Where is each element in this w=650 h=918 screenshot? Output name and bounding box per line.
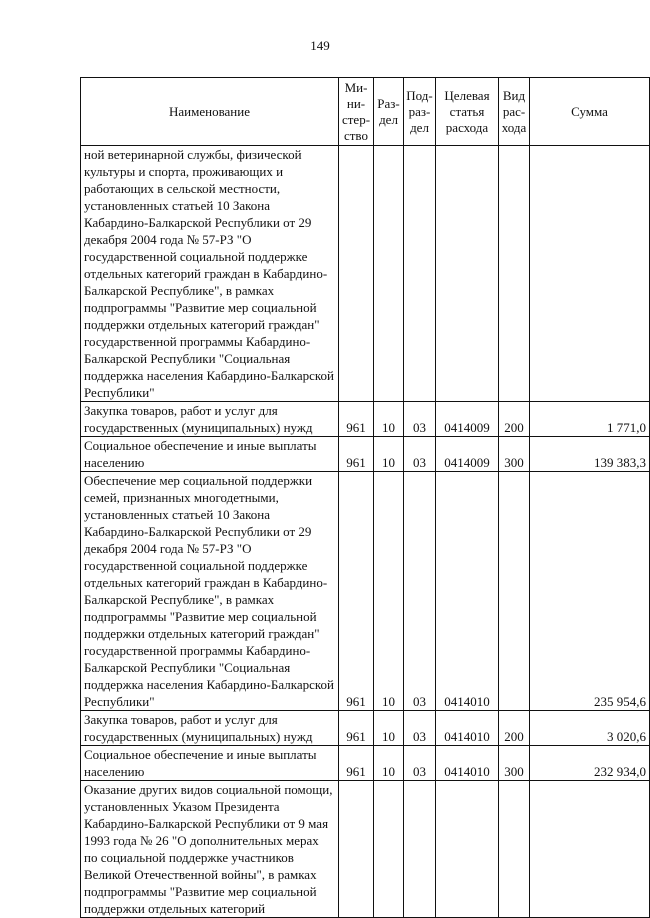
table-row <box>81 746 650 781</box>
row-sum <box>530 146 650 402</box>
row-target: 0414010 <box>436 472 499 711</box>
row-type: 300 <box>499 437 530 472</box>
row-sum <box>530 781 650 918</box>
row-section: 10 <box>374 437 404 472</box>
row-section: 10 <box>374 711 404 746</box>
row-ministry: 961 <box>339 402 374 437</box>
row-subsection: 03 <box>404 402 436 437</box>
table-row <box>81 711 650 746</box>
row-target: 0414010 <box>436 711 499 746</box>
row-target: 0414009 <box>436 402 499 437</box>
header-target: Целевая статья расхода <box>436 78 499 146</box>
row-subsection: 03 <box>404 711 436 746</box>
row-ministry: 961 <box>339 746 374 781</box>
row-sum: 235 954,6 <box>530 472 650 711</box>
row-sum: 139 383,3 <box>530 437 650 472</box>
row-section <box>374 781 404 918</box>
row-target <box>436 146 499 402</box>
row-section: 10 <box>374 402 404 437</box>
header-sum: Сумма <box>530 78 650 146</box>
header-name: Наименование <box>81 78 339 146</box>
header-subsection: Под-раз-дел <box>404 78 436 146</box>
row-name: ной ветеринарной службы, физической культуры и спорта, проживающих и работающих в сельской местности, установленных статьей 10 Закона Кабардино-Балкарской Республики от 29 декабря 2004 года № 57-РЗ "О государственной социальной поддержке отдельных категорий граждан в Кабардино-Балкарской Республике", в рамках подпрограммы "Развитие мер социальной поддержки отдельных категорий граждан" государственной программы Кабардино-Балкарской Республики "Социальная поддержка населения Кабардино-Балкарской Республики" <box>81 146 339 402</box>
row-type <box>499 781 530 918</box>
row-target: 0414009 <box>436 437 499 472</box>
row-type <box>499 146 530 402</box>
row-subsection: 03 <box>404 472 436 711</box>
page-number: 149 <box>310 38 330 53</box>
row-sum: 1 771,0 <box>530 402 650 437</box>
row-name: Обеспечение мер социальной поддержки семей, признанных многодетными, установленных статьей 10 Закона Кабардино-Балкарской Республики от 29 декабря 2004 года № 57-РЗ "О государственной социальной поддержке отдельных категорий граждан в Кабардино-Балкарской Республике", в рамках подпрограммы "Развитие мер социальной поддержки отдельных категорий граждан" государственной программы Кабардино-Балкарской Республики "Социальная поддержка населения Кабардино-Балкарской Республики" <box>81 472 339 711</box>
row-name: Социальное обеспечение и иные выплаты населению <box>81 746 339 781</box>
row-ministry: 961 <box>339 711 374 746</box>
row-sum: 3 020,6 <box>530 711 650 746</box>
row-section: 10 <box>374 746 404 781</box>
row-name: Оказание других видов социальной помощи, установленных Указом Президента Кабардино-Балкарской Республики от 9 мая 1993 года № 26 "О дополнительных мерах по социальной поддержке участников Великой Отечественной войны", в рамках подпрограммы "Развитие мер социальной поддержки отдельных категорий <box>81 781 339 918</box>
row-type: 200 <box>499 402 530 437</box>
row-ministry <box>339 146 374 402</box>
row-ministry <box>339 781 374 918</box>
row-name: Закупка товаров, работ и услуг для государственных (муниципальных) нужд <box>81 402 339 437</box>
row-target: 0414010 <box>436 746 499 781</box>
row-name: Закупка товаров, работ и услуг для государственных (муниципальных) нужд <box>81 711 339 746</box>
row-type: 300 <box>499 746 530 781</box>
table-row <box>81 781 650 918</box>
row-type: 200 <box>499 711 530 746</box>
row-section <box>374 146 404 402</box>
header-ministry: Ми-ни-стер-ство <box>339 78 374 146</box>
table-row <box>81 437 650 472</box>
header-type: Вид рас-хода <box>499 78 530 146</box>
row-ministry: 961 <box>339 437 374 472</box>
row-subsection <box>404 146 436 402</box>
row-subsection <box>404 781 436 918</box>
row-subsection: 03 <box>404 437 436 472</box>
row-subsection: 03 <box>404 746 436 781</box>
table-row <box>81 472 650 711</box>
table-row <box>81 402 650 437</box>
header-row <box>81 78 650 146</box>
header-section: Раз-дел <box>374 78 404 146</box>
budget-table <box>80 77 650 918</box>
row-target <box>436 781 499 918</box>
row-section: 10 <box>374 472 404 711</box>
row-type <box>499 472 530 711</box>
row-sum: 232 934,0 <box>530 746 650 781</box>
table-row <box>81 146 650 402</box>
row-name: Социальное обеспечение и иные выплаты населению <box>81 437 339 472</box>
row-ministry: 961 <box>339 472 374 711</box>
